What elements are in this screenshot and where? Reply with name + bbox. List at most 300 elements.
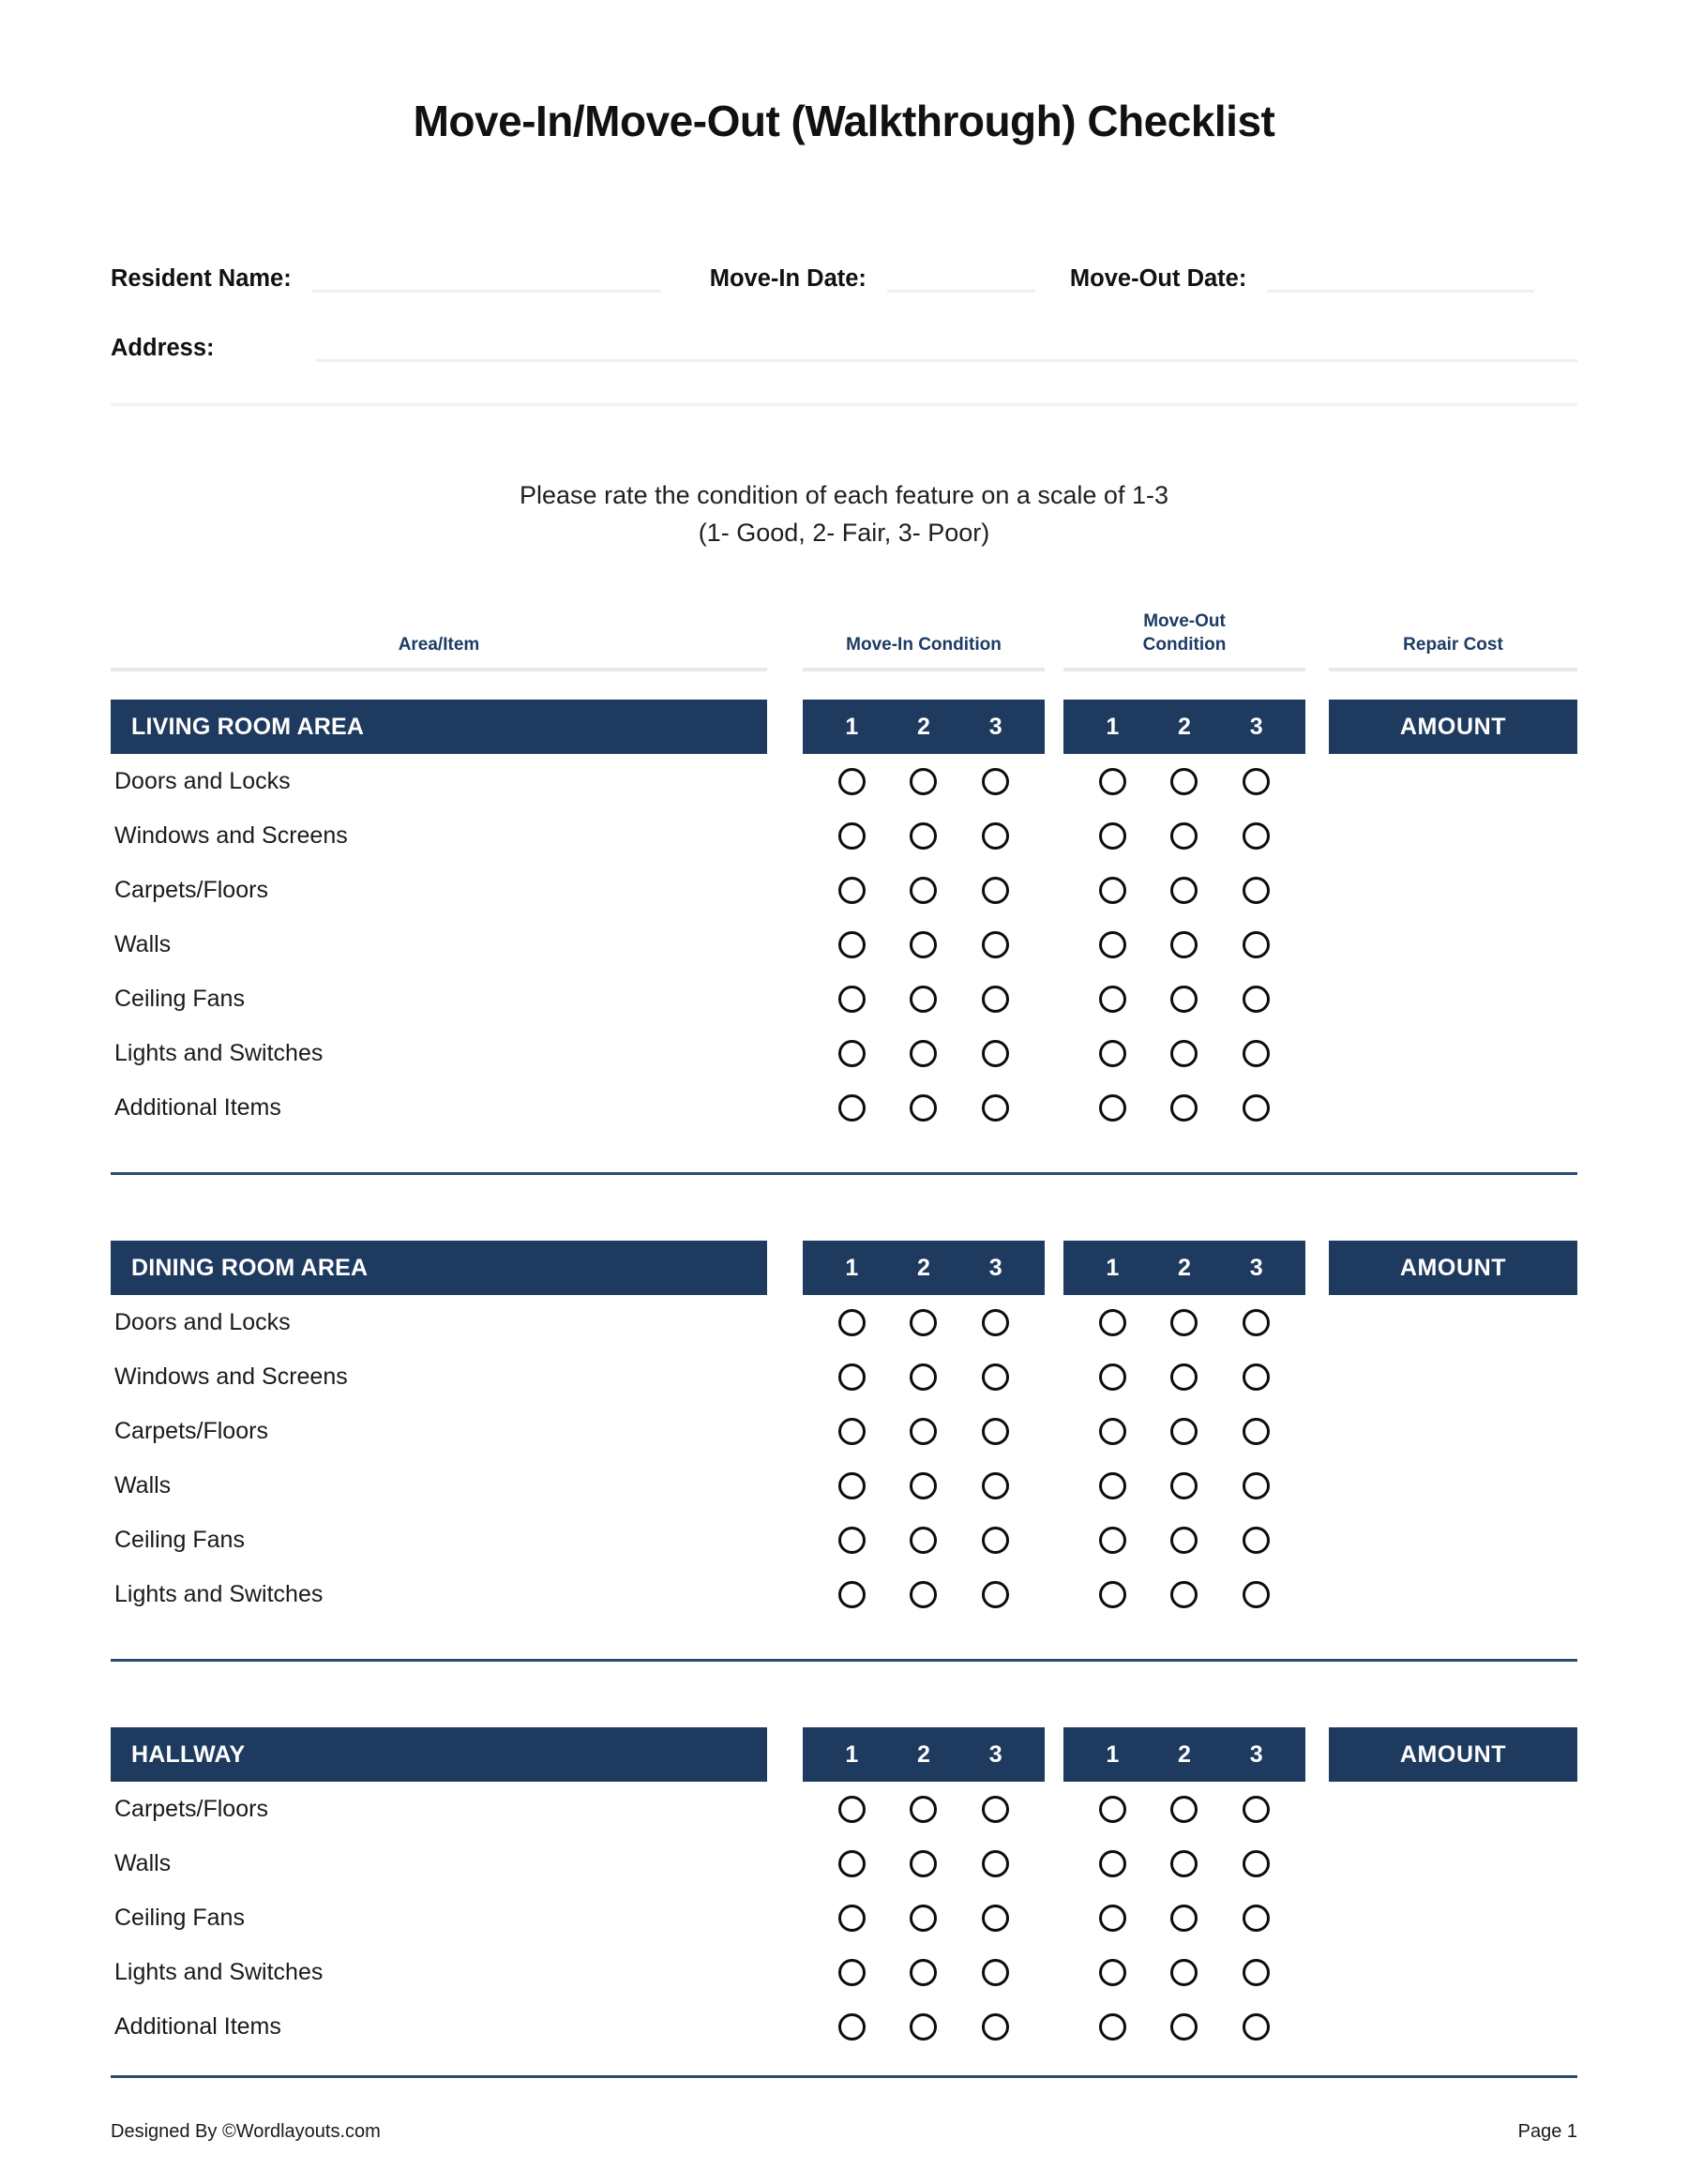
radio-option-1[interactable] bbox=[1077, 1040, 1149, 1067]
radio-option-1[interactable] bbox=[816, 1581, 888, 1608]
radio-option-2[interactable] bbox=[1149, 1094, 1221, 1122]
radio-option-3[interactable] bbox=[959, 1850, 1032, 1877]
radio-option-2[interactable] bbox=[1149, 877, 1221, 904]
radio-circle-icon bbox=[910, 877, 937, 904]
move-in-rating-group bbox=[803, 1959, 1045, 1986]
scale-label-1: 1 bbox=[845, 713, 859, 740]
radio-option-1[interactable] bbox=[1077, 986, 1149, 1013]
radio-circle-icon bbox=[838, 1959, 866, 1986]
radio-circle-icon bbox=[982, 1796, 1009, 1823]
radio-option-2[interactable] bbox=[1149, 768, 1221, 795]
move-out-rating-group bbox=[1063, 1472, 1305, 1499]
radio-option-2[interactable] bbox=[1149, 1040, 1221, 1067]
move-in-rating-group bbox=[803, 768, 1045, 795]
move-out-date-input[interactable] bbox=[1267, 264, 1534, 293]
radio-circle-icon bbox=[1099, 877, 1126, 904]
radio-option-1[interactable] bbox=[1077, 1309, 1149, 1336]
scale-label-1: 1 bbox=[845, 1740, 859, 1768]
radio-option-3[interactable] bbox=[1220, 822, 1292, 850]
radio-option-1[interactable] bbox=[1077, 931, 1149, 958]
move-out-scale-header bbox=[1063, 700, 1305, 754]
move-out-rating-group bbox=[1063, 1796, 1305, 1823]
radio-option-3[interactable] bbox=[1220, 1418, 1292, 1445]
section-separator-gap-top bbox=[0, 1621, 1688, 1659]
radio-option-2[interactable] bbox=[1149, 1796, 1221, 1823]
radio-option-2[interactable] bbox=[1149, 1309, 1221, 1336]
address-input[interactable] bbox=[316, 334, 1577, 362]
resident-name-input[interactable] bbox=[312, 264, 661, 293]
radio-option-3[interactable] bbox=[1220, 1959, 1292, 1986]
scale-label-3: 3 bbox=[988, 713, 1002, 740]
radio-circle-icon bbox=[910, 1472, 937, 1499]
radio-circle-icon bbox=[1099, 931, 1126, 958]
radio-circle-icon bbox=[982, 986, 1009, 1013]
radio-option-1[interactable] bbox=[816, 877, 888, 904]
radio-option-1[interactable] bbox=[816, 1959, 888, 1986]
radio-option-2[interactable] bbox=[888, 1094, 960, 1122]
section-living-room-area bbox=[111, 700, 1577, 1135]
radio-option-2[interactable] bbox=[1149, 1581, 1221, 1608]
radio-circle-icon bbox=[838, 1472, 866, 1499]
move-in-rating-group bbox=[803, 1850, 1045, 1877]
radio-option-2[interactable] bbox=[1149, 1905, 1221, 1932]
radio-option-1[interactable] bbox=[1077, 768, 1149, 795]
radio-circle-icon bbox=[1170, 877, 1198, 904]
checklist-row bbox=[111, 972, 1577, 1026]
radio-circle-icon bbox=[1243, 931, 1270, 958]
radio-option-1[interactable] bbox=[1077, 2013, 1149, 2041]
radio-option-2[interactable] bbox=[888, 2013, 960, 2041]
radio-circle-icon bbox=[1170, 1905, 1198, 1932]
move-out-rating-group bbox=[1063, 822, 1305, 850]
radio-option-2[interactable] bbox=[888, 931, 960, 958]
radio-circle-icon bbox=[1170, 1418, 1198, 1445]
page-title: Move-In/Move-Out (Walkthrough) Checklist bbox=[413, 97, 1275, 145]
radio-circle-icon bbox=[910, 1309, 937, 1336]
radio-option-3[interactable] bbox=[1220, 1850, 1292, 1877]
address-label: Address: bbox=[111, 335, 215, 361]
radio-circle-icon bbox=[982, 1363, 1009, 1391]
section-title: HALLWAY bbox=[111, 1727, 767, 1782]
radio-circle-icon bbox=[910, 822, 937, 850]
grid-spacer-c bbox=[1305, 610, 1329, 671]
radio-option-3[interactable] bbox=[959, 1094, 1032, 1122]
radio-circle-icon bbox=[1099, 1527, 1126, 1554]
radio-circle-icon bbox=[1243, 1309, 1270, 1336]
radio-circle-icon bbox=[982, 1905, 1009, 1932]
header-row-2 bbox=[111, 313, 1577, 362]
move-out-rating-group bbox=[1063, 1850, 1305, 1877]
item-label: Doors and Locks bbox=[114, 1309, 291, 1335]
scale-label-1: 1 bbox=[845, 1254, 859, 1281]
checklist-row bbox=[111, 1567, 1577, 1621]
footer-credit: Designed By ©Wordlayouts.com bbox=[111, 2121, 381, 2142]
radio-circle-icon bbox=[910, 931, 937, 958]
radio-circle-icon bbox=[838, 768, 866, 795]
radio-circle-icon bbox=[1099, 822, 1126, 850]
radio-circle-icon bbox=[838, 931, 866, 958]
radio-circle-icon bbox=[982, 1850, 1009, 1877]
move-out-rating-group bbox=[1063, 1527, 1305, 1554]
radio-option-1[interactable] bbox=[1077, 822, 1149, 850]
radio-circle-icon bbox=[1170, 1363, 1198, 1391]
radio-option-3[interactable] bbox=[959, 931, 1032, 958]
scale-label-2: 2 bbox=[1178, 1740, 1191, 1768]
radio-option-2[interactable] bbox=[1149, 1850, 1221, 1877]
section-separator-gap-bottom bbox=[0, 1662, 1688, 1699]
section-hallway bbox=[111, 1727, 1577, 2054]
section-header-row bbox=[111, 700, 1577, 754]
radio-circle-icon bbox=[1170, 822, 1198, 850]
radio-option-2[interactable] bbox=[1149, 1418, 1221, 1445]
radio-option-2[interactable] bbox=[888, 1527, 960, 1554]
move-in-rating-group bbox=[803, 931, 1045, 958]
radio-option-2[interactable] bbox=[888, 768, 960, 795]
radio-option-3[interactable] bbox=[1220, 1581, 1292, 1608]
scale-label-2: 2 bbox=[1178, 713, 1191, 740]
item-label: Lights and Switches bbox=[114, 1040, 324, 1066]
radio-option-3[interactable] bbox=[1220, 1796, 1292, 1823]
radio-option-2[interactable] bbox=[888, 1796, 960, 1823]
radio-circle-icon bbox=[1243, 877, 1270, 904]
radio-circle-icon bbox=[982, 768, 1009, 795]
radio-circle-icon bbox=[838, 1363, 866, 1391]
radio-option-1[interactable] bbox=[816, 1796, 888, 1823]
radio-circle-icon bbox=[1170, 1472, 1198, 1499]
radio-circle-icon bbox=[1099, 1959, 1126, 1986]
radio-circle-icon bbox=[1099, 1796, 1126, 1823]
radio-option-1[interactable] bbox=[1077, 1418, 1149, 1445]
move-in-scale-header bbox=[803, 1727, 1045, 1782]
radio-option-3[interactable] bbox=[1220, 931, 1292, 958]
radio-option-1[interactable] bbox=[816, 1527, 888, 1554]
move-out-scale-header bbox=[1063, 1727, 1305, 1782]
radio-circle-icon bbox=[1099, 1905, 1126, 1932]
move-in-scale-header bbox=[803, 700, 1045, 754]
radio-circle-icon bbox=[1099, 1472, 1126, 1499]
radio-circle-icon bbox=[1170, 1309, 1198, 1336]
item-label: Walls bbox=[114, 1472, 172, 1499]
radio-circle-icon bbox=[1170, 1040, 1198, 1067]
radio-option-2[interactable] bbox=[888, 1472, 960, 1499]
radio-option-1[interactable] bbox=[1077, 1094, 1149, 1122]
checklist-row bbox=[111, 808, 1577, 863]
radio-circle-icon bbox=[982, 877, 1009, 904]
column-header-move-in-condition: Move-In Condition bbox=[803, 610, 1045, 671]
radio-circle-icon bbox=[1170, 931, 1198, 958]
radio-circle-icon bbox=[1243, 1850, 1270, 1877]
move-out-rating-group bbox=[1063, 1040, 1305, 1067]
radio-option-3[interactable] bbox=[959, 768, 1032, 795]
radio-circle-icon bbox=[1243, 1796, 1270, 1823]
radio-option-1[interactable] bbox=[816, 986, 888, 1013]
move-out-rating-group bbox=[1063, 768, 1305, 795]
radio-option-2[interactable] bbox=[1149, 822, 1221, 850]
move-in-date-input[interactable] bbox=[887, 264, 1035, 293]
section-title: DINING ROOM AREA bbox=[111, 1241, 767, 1295]
radio-circle-icon bbox=[910, 1363, 937, 1391]
radio-circle-icon bbox=[982, 1472, 1009, 1499]
radio-circle-icon bbox=[982, 1094, 1009, 1122]
checklist-row bbox=[111, 1026, 1577, 1080]
radio-option-1[interactable] bbox=[1077, 1905, 1149, 1932]
radio-circle-icon bbox=[838, 986, 866, 1013]
column-header-move-out-line-2: Condition bbox=[1142, 635, 1227, 655]
radio-option-2[interactable] bbox=[888, 986, 960, 1013]
radio-circle-icon bbox=[982, 1040, 1009, 1067]
checklist-row bbox=[111, 1513, 1577, 1567]
grid-spacer-b bbox=[1045, 700, 1063, 754]
radio-option-1[interactable] bbox=[816, 1905, 888, 1932]
radio-option-1[interactable] bbox=[1077, 1527, 1149, 1554]
column-header-area-item: Area/Item bbox=[111, 610, 767, 671]
move-out-rating-group bbox=[1063, 1363, 1305, 1391]
radio-option-2[interactable] bbox=[1149, 986, 1221, 1013]
move-in-rating-group bbox=[803, 1363, 1045, 1391]
radio-option-1[interactable] bbox=[816, 1363, 888, 1391]
radio-option-1[interactable] bbox=[1077, 1959, 1149, 1986]
radio-circle-icon bbox=[910, 1905, 937, 1932]
radio-circle-icon bbox=[1099, 1418, 1126, 1445]
column-header-move-out-condition bbox=[1063, 610, 1305, 671]
checklist-row bbox=[111, 1945, 1577, 1999]
radio-option-3[interactable] bbox=[959, 1959, 1032, 1986]
radio-option-2[interactable] bbox=[888, 877, 960, 904]
radio-option-3[interactable] bbox=[959, 1309, 1032, 1336]
instructions-line-1: Please rate the condition of each feature on a scale of 1-3 bbox=[520, 481, 1168, 509]
checklist-row bbox=[111, 863, 1577, 917]
grid-spacer-a bbox=[767, 1727, 803, 1782]
checklist-row bbox=[111, 1295, 1577, 1349]
radio-circle-icon bbox=[1170, 1796, 1198, 1823]
radio-option-2[interactable] bbox=[888, 1905, 960, 1932]
radio-option-3[interactable] bbox=[1220, 1527, 1292, 1554]
scale-label-3: 3 bbox=[1249, 713, 1263, 740]
radio-option-1[interactable] bbox=[816, 1309, 888, 1336]
column-header-row bbox=[111, 610, 1577, 671]
item-label: Windows and Screens bbox=[114, 1363, 348, 1390]
column-header-repair-cost: Repair Cost bbox=[1329, 610, 1577, 671]
item-label: Doors and Locks bbox=[114, 768, 291, 794]
radio-option-1[interactable] bbox=[816, 2013, 888, 2041]
radio-option-1[interactable] bbox=[816, 1094, 888, 1122]
grid-spacer-b bbox=[1045, 1241, 1063, 1295]
item-label: Ceiling Fans bbox=[114, 986, 245, 1012]
move-in-date-label: Move-In Date: bbox=[709, 265, 867, 292]
radio-option-3[interactable] bbox=[959, 1472, 1032, 1499]
radio-option-1[interactable] bbox=[1077, 1796, 1149, 1823]
item-label: Lights and Switches bbox=[114, 1959, 324, 1985]
item-label: Additional Items bbox=[114, 2013, 281, 2040]
move-in-rating-group bbox=[803, 877, 1045, 904]
radio-option-3[interactable] bbox=[1220, 1040, 1292, 1067]
grid-spacer-c bbox=[1305, 1727, 1329, 1782]
radio-circle-icon bbox=[838, 822, 866, 850]
radio-circle-icon bbox=[982, 822, 1009, 850]
radio-option-1[interactable] bbox=[1077, 877, 1149, 904]
radio-option-1[interactable] bbox=[816, 1418, 888, 1445]
radio-option-2[interactable] bbox=[1149, 931, 1221, 958]
radio-option-1[interactable] bbox=[816, 768, 888, 795]
radio-circle-icon bbox=[910, 1094, 937, 1122]
radio-circle-icon bbox=[838, 1796, 866, 1823]
radio-option-3[interactable] bbox=[1220, 1905, 1292, 1932]
move-out-rating-group bbox=[1063, 931, 1305, 958]
radio-option-3[interactable] bbox=[959, 2013, 1032, 2041]
checklist-row bbox=[111, 1890, 1577, 1945]
move-out-rating-group bbox=[1063, 986, 1305, 1013]
radio-option-3[interactable] bbox=[959, 822, 1032, 850]
move-in-rating-group bbox=[803, 822, 1045, 850]
radio-circle-icon bbox=[910, 2013, 937, 2041]
item-label: Windows and Screens bbox=[114, 822, 348, 849]
radio-option-1[interactable] bbox=[816, 1850, 888, 1877]
amount-header: AMOUNT bbox=[1329, 1727, 1577, 1782]
scale-label-1: 1 bbox=[1106, 1740, 1120, 1768]
radio-option-1[interactable] bbox=[1077, 1581, 1149, 1608]
checklist-grid bbox=[111, 610, 1577, 671]
radio-circle-icon bbox=[1243, 1905, 1270, 1932]
radio-circle-icon bbox=[838, 877, 866, 904]
page-footer bbox=[111, 2121, 1577, 2143]
move-in-rating-group bbox=[803, 1040, 1045, 1067]
radio-option-3[interactable] bbox=[1220, 1309, 1292, 1336]
scale-label-1: 1 bbox=[1106, 713, 1120, 740]
radio-option-3[interactable] bbox=[959, 1363, 1032, 1391]
radio-option-3[interactable] bbox=[959, 1581, 1032, 1608]
radio-option-2[interactable] bbox=[888, 1581, 960, 1608]
amount-header: AMOUNT bbox=[1329, 700, 1577, 754]
radio-option-2[interactable] bbox=[888, 1850, 960, 1877]
radio-option-2[interactable] bbox=[1149, 1527, 1221, 1554]
move-out-rating-group bbox=[1063, 877, 1305, 904]
radio-option-2[interactable] bbox=[888, 1418, 960, 1445]
radio-option-3[interactable] bbox=[959, 1796, 1032, 1823]
section-header-row bbox=[111, 1241, 1577, 1295]
radio-circle-icon bbox=[838, 1581, 866, 1608]
move-out-rating-group bbox=[1063, 1094, 1305, 1122]
scale-label-2: 2 bbox=[917, 713, 930, 740]
radio-circle-icon bbox=[982, 1418, 1009, 1445]
grid-spacer-a bbox=[767, 1241, 803, 1295]
radio-circle-icon bbox=[1243, 2013, 1270, 2041]
radio-option-1[interactable] bbox=[816, 1472, 888, 1499]
move-in-scale-header bbox=[803, 1241, 1045, 1295]
radio-circle-icon bbox=[838, 1527, 866, 1554]
radio-option-2[interactable] bbox=[1149, 1363, 1221, 1391]
radio-option-1[interactable] bbox=[816, 1040, 888, 1067]
radio-option-3[interactable] bbox=[959, 877, 1032, 904]
radio-option-3[interactable] bbox=[1220, 1363, 1292, 1391]
footer-divider bbox=[111, 2075, 1577, 2078]
scale-label-2: 2 bbox=[917, 1740, 930, 1768]
move-out-date-label: Move-Out Date: bbox=[1069, 265, 1247, 292]
move-out-rating-group bbox=[1063, 1905, 1305, 1932]
radio-option-3[interactable] bbox=[1220, 877, 1292, 904]
radio-option-2[interactable] bbox=[1149, 1959, 1221, 1986]
scale-label-1: 1 bbox=[1106, 1254, 1120, 1281]
radio-circle-icon bbox=[910, 986, 937, 1013]
sections-container bbox=[0, 700, 1688, 2054]
radio-option-3[interactable] bbox=[1220, 1472, 1292, 1499]
scale-label-2: 2 bbox=[917, 1254, 930, 1281]
section-dining-room-area bbox=[111, 1241, 1577, 1621]
move-out-rating-group bbox=[1063, 1309, 1305, 1336]
move-in-rating-group bbox=[803, 1527, 1045, 1554]
item-label: Ceiling Fans bbox=[114, 1527, 245, 1553]
radio-option-2[interactable] bbox=[888, 1309, 960, 1336]
radio-option-3[interactable] bbox=[959, 1905, 1032, 1932]
radio-option-1[interactable] bbox=[1077, 1850, 1149, 1877]
grid-spacer-c bbox=[1305, 700, 1329, 754]
radio-option-2[interactable] bbox=[888, 1959, 960, 1986]
resident-name-label: Resident Name: bbox=[111, 265, 292, 292]
grid-spacer-c bbox=[1305, 1241, 1329, 1295]
radio-option-2[interactable] bbox=[888, 1363, 960, 1391]
move-in-rating-group bbox=[803, 1905, 1045, 1932]
section-title: LIVING ROOM AREA bbox=[111, 700, 767, 754]
radio-option-2[interactable] bbox=[888, 1040, 960, 1067]
radio-circle-icon bbox=[1243, 1959, 1270, 1986]
radio-circle-icon bbox=[1243, 1418, 1270, 1445]
move-in-rating-group bbox=[803, 1418, 1045, 1445]
radio-option-1[interactable] bbox=[816, 931, 888, 958]
radio-circle-icon bbox=[1170, 1959, 1198, 1986]
move-in-rating-group bbox=[803, 2013, 1045, 2041]
radio-circle-icon bbox=[910, 1959, 937, 1986]
radio-circle-icon bbox=[1099, 1363, 1126, 1391]
radio-circle-icon bbox=[982, 1527, 1009, 1554]
radio-option-1[interactable] bbox=[816, 822, 888, 850]
move-in-rating-group bbox=[803, 1472, 1045, 1499]
radio-circle-icon bbox=[910, 1040, 937, 1067]
radio-option-3[interactable] bbox=[959, 1040, 1032, 1067]
radio-option-3[interactable] bbox=[1220, 2013, 1292, 2041]
grid-spacer-a bbox=[767, 610, 803, 671]
radio-option-1[interactable] bbox=[1077, 1472, 1149, 1499]
radio-circle-icon bbox=[1243, 1581, 1270, 1608]
radio-circle-icon bbox=[838, 1040, 866, 1067]
radio-option-2[interactable] bbox=[1149, 2013, 1221, 2041]
move-in-rating-group bbox=[803, 1581, 1045, 1608]
radio-option-2[interactable] bbox=[1149, 1472, 1221, 1499]
move-out-rating-group bbox=[1063, 1418, 1305, 1445]
radio-option-3[interactable] bbox=[959, 1418, 1032, 1445]
radio-option-3[interactable] bbox=[959, 986, 1032, 1013]
radio-circle-icon bbox=[838, 1094, 866, 1122]
radio-option-2[interactable] bbox=[888, 822, 960, 850]
radio-circle-icon bbox=[1243, 1363, 1270, 1391]
grid-spacer-b bbox=[1045, 1727, 1063, 1782]
radio-option-1[interactable] bbox=[1077, 1363, 1149, 1391]
radio-circle-icon bbox=[1243, 768, 1270, 795]
radio-circle-icon bbox=[1099, 1309, 1126, 1336]
radio-circle-icon bbox=[982, 1581, 1009, 1608]
radio-option-3[interactable] bbox=[1220, 986, 1292, 1013]
scale-label-3: 3 bbox=[1249, 1254, 1263, 1281]
radio-circle-icon bbox=[1170, 1850, 1198, 1877]
radio-circle-icon bbox=[1099, 1850, 1126, 1877]
radio-circle-icon bbox=[1099, 1040, 1126, 1067]
radio-circle-icon bbox=[838, 1418, 866, 1445]
radio-option-3[interactable] bbox=[959, 1527, 1032, 1554]
move-out-scale-header bbox=[1063, 1241, 1305, 1295]
checklist-row bbox=[111, 1458, 1577, 1513]
radio-circle-icon bbox=[910, 1527, 937, 1554]
radio-circle-icon bbox=[1170, 1094, 1198, 1122]
radio-option-3[interactable] bbox=[1220, 768, 1292, 795]
radio-option-3[interactable] bbox=[1220, 1094, 1292, 1122]
